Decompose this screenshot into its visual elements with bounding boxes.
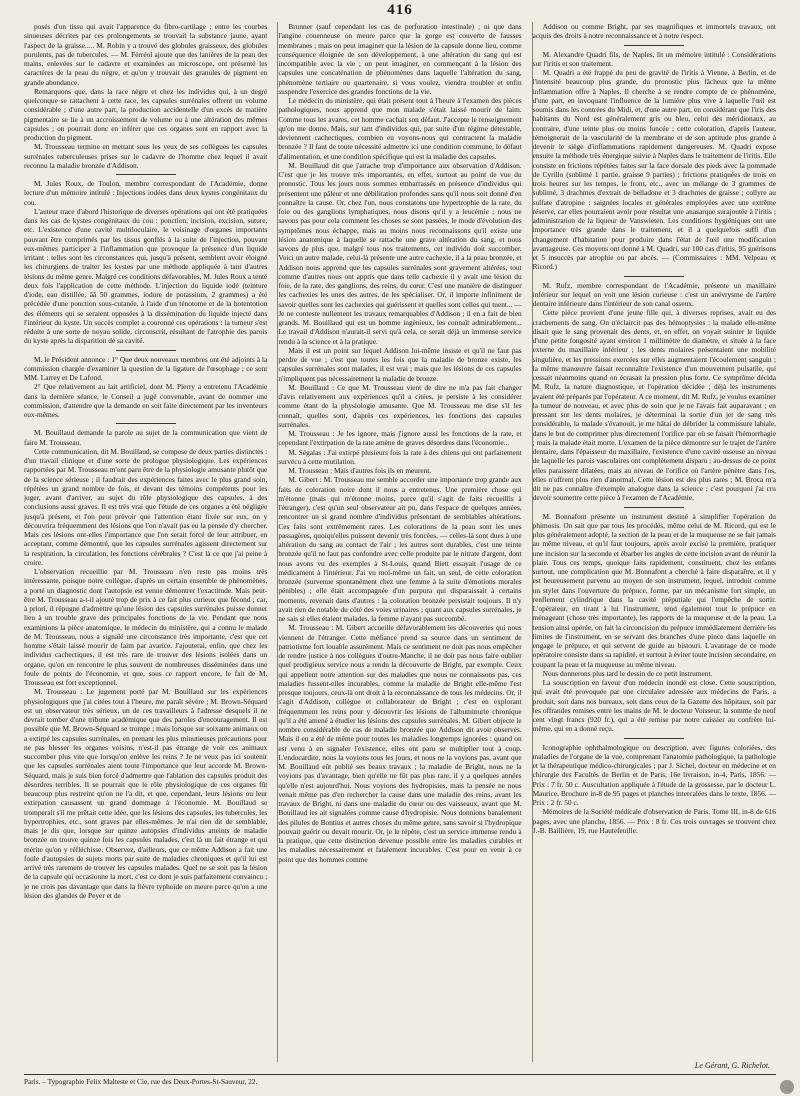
paragraph: M. Quadri a été frappé du peu de gravité de l'iritis à Vienne, à Berlin, et de l'intensité beaucoup plus grande, du pronostic plus fâcheux que la même inflammation offre à Naples. Il cherche à se rendre compte de ce phénomène, d'une part, en invoquant l'influence de la lumière plus vive à laquelle l'œil est soumis dans les contrées du Midi, et, d'une autre part, en considérant que l'iris des habitants du Nord est généralement gris ou bleu, celui des méridionaux, au contraire, d'une teinte plus ou moins foncée ; cette coloration, d'après l'auteur, témoignerait de la vascularité de la membrane et de son aptitude plus grande à devenir le siège d'inflammations rapidement dangereuses. M. Quadri expose ensuite la méthode très énergique suivie à Naples dans le traitement de l'iritis. Elle consiste en frictions répétées faites sur la face dorsale des pieds avec la pommade de Cyrillo (sublimé 1 partie, graisse 9 parties) ; frictions pratiquées de trois en trois heures sur les tempes, le front, etc., avec un mélange de 3 grammes de sublimé, 3 drachmes d'extrait de belladone et 3 drachmes de graisse ; collyre au sulfate d'atropine : saignées locales et générales employées avec une extrême réserve, car elles pourraient avoir pour résultat une anasarque surajoutée à l'iritis ; administration de la liqueur de Vanswieten. Les conditions hygiéniques ont une importance très grande dans le traitement, et il a quelquefois suffi d'un changement d'habitation pour produire dans l'état de l'œil une modification avantageuse. Ces moyens ont donné à M. Quadri, sur 100 cas d'iritis, 95 guérisons et 5 insuccès par atrophie ou par abcès. — (Commissaires : MM. Velpeau et Ricord.) — [532, 68, 776, 272]
paragraph: M. Gibert : M. Trousseau me semble accorder une importance trop grande aux faits de coloration noire dont il nous a entretenus. Une première chose qui m'étonne (mais qui m'étonne moins, parce qu'il s'agit de faits recueillis à l'étranger), c'est qu'un seul observateur ait pu, dans l'espace de quelques années, rencontrer un si grand nombre d'individus présentant de semblables altérations. Ces faits sont extrêmement rares. Les colorations de la peau sont les unes passagères, quoiqu'elles puissent devenir très foncées, — celles-là sont dues à une altération du sang au contact de l'air ; les autres sont durables, c'est une teinte bronzée qu'il ne faut pas confondre avec celle produite par le nitrate d'argent, dont nous avons vu des exemples à St-Louis, quand Biett essayait l'usage de ce médicament à l'intérieur. J'ai vu moi-même un fait, un seul, de cette coloration bronzée (survenue spontanément chez une femme à la suite d'émotions morales pénibles) ; elle était accompagnée d'un purpura qui disparaissait à certains moments, revenait dans d'autres : la coloration bronzée persistait toujours. Il n'y avait rien de notable du côté des voies urinaires ; quant aux capsules surrénales, je ne sais si elles étaient malades, la femme n'ayant pas succombé. — [278, 475, 522, 623]
column-2 — [277, 22, 521, 1062]
paragraph: La souscription en faveur d'un médecin inondé est close. Cette souscription, qui avait été provoquée par une circulaire adressée aux médecins de Paris, a produit, soit dans nos bureaux, soit dans ceux de la Gazette des hôpitaux, soit par les offrandes remises entre les mains de M. le docteur Voisseur, la somme de neuf cent vingt francs (920 fr.), qui a été remise par notre caissier au confrère lui-même, qui en a donné reçu. — [532, 678, 776, 734]
paragraph: L'observation recueillie par M. Trousseau n'en reste pas moins très intéressante, puisque notre collègue, d'après un certain ensemble de phénomènes, a porté un diagnostic dont l'autopsie est venue démontrer l'exactitude. Mais peut-être M. Trousseau a-t-il ajouté trop de prix à ce fait plus curieux que fécond ; car, à priori, il répugne d'admettre qu'une lésion des capsules surrénales puisse donner lieu à un trouble grave des principales fonctions de la vie. Pendant que nous examinions la pièce anatomique, le médecin du ministère, qui a connu le malade de M. Trousseau, nous a signalé une circonstance très importante, c'est que cet homme s'était laissé mourir de faim par avarice. J'ajouterai, enfin, que chez les individus cachectiques, il est très rare de trouver des lésions isolées dans un organe, qu'on en rencontre le plus souvent de nombreuses disséminées dans une foule de points de l'économie, et que, sous ce rapport encore, le fait de M. Trousseau est fort exceptionnel. — [24, 567, 268, 687]
column-1 — [24, 22, 267, 1062]
gerant-signature-line: Le Gérant, G. Richelot. — [694, 1061, 770, 1070]
divider — [116, 423, 176, 424]
paragraph: Iconographie ophthalmologique ou description, avec figures coloriées, des maladies de l'organe de la vue, comprenant l'anatomie pathologique, la pathologie et la thérapeutique médico-chirurgicales ; par J. Sichel, docteur en médecine et en chirurgie des Facultés de Berlin et de Paris, 16e livraison, in-4, Paris, 1856. — Prix : 7 fr. 50 c. Auscultation appliquée à l'étude de la grossesse, par le docteur L. Maurice. Brochure in-8 de 95 pages et planches intercalées dans le texte, 1856. — Prix : 2 fr. 50 c. — [532, 742, 776, 807]
paragraph: Brunner (sauf cependant les cas de perforation intestinale) ; ni que dans l'angine couenneuse on meure parce que la gorge est couverte de fausses membranes ; mais on peut imaginer que la lésion de la capsule donne lieu, comme conséquence éloignée de son développement, à une altération du sang qui est incompatible avec la vie ; on peut imaginer, en commençant à la lésion des capsules une concaténation de phénomènes dans laquelle l'altération du sang, phénomène tertiaire ou quartenaire, si vous voulez, viendra troubler et enfin suspendre l'exercice des grandes fonctions de la vie. — [278, 22, 522, 96]
paragraph: M. Trousseau : Mais d'autres fois ils en meurent. — [288, 466, 432, 475]
divider — [624, 738, 684, 739]
paragraph: Mais il est un point sur lequel Addison lui-même insiste et qu'il ne faut pas perdre de vue ; c'est que toutes les fois que la maladie de bronze existe, les capsules surrénales sont malades, il est vrai ; mais que les lésions de ces capsules n'impliquent pas nécessairement la maladie de bronze. — [278, 345, 522, 383]
paragraph: M. Ségalas : J'ai extirpé plusieurs fois la rate à des chiens qui ont parfaitement survécu à cette mutilation. — [278, 447, 522, 466]
paragraph: L'auteur trace d'abord l'historique de diverses opérations qui ont été pratiquées dans les cas de kystes congénitaux du cou : ponction, incision, excision, suture, etc. L'existence d'une cavité multiloculaire, le voisinage d'organes importants pouvant être comprimés par les tissus gonflés à la suite de l'injection, pouvant eux-mêmes participer à l'inflammation que provoque la présence d'un liquide irritant : telles sont les circonstances qui, jusqu'à présent, semblent avoir éloigné les chirurgiens de traiter les kystes par une méthode appliquée à tant d'autres lésions du même genre. Malgré ces conditions défavorables, M. Jules Roux a tenté deux fois l'application de cette méthode. L'injection du liquide iodé (teinture d'iode, eau distillée, âă 50 grammes, iodure de potassium, 2 grammes) a été précédée d'une ponction sous-cutanée, à l'aide d'un ténotome et de la hotentotion des éléments qui se seraient opposées à la dissémination du liquide injecté dans l'intérieur du kyste. Un succès complet a couronné ces opérations : la tumeur s'est réduite à une sorte de noyau solide, circonscrit, résultant de l'atrophie des parois du kyste après la disparition de sa cavité. — [24, 206, 268, 346]
text-columns — [24, 22, 776, 1062]
paragraph: posés d'un tissu qui avait l'apparence du fibro-cartilage ; entre les courbes sinueuses décrites par ces prolongements se trouvait la substance jaune, ayant l'aspect de la graisse..... M. Robin y a trouvé des globules graisseux, des globules purulents, pas de tubercules. — M. Férréol ajoute que des lanières de la peau des mains, enlevées sur le cadavre et examinées au microscope, ont présenté les caractères de la peau du nègre, et qu'on y trouvait des granules de pigment en grande abondance. — [24, 22, 268, 87]
paragraph: Addison ou comme Bright, par ses magnifiques et immortels travaux, ont acquis des droits à notre reconnaissance et à notre respect. — [532, 22, 776, 41]
paragraph: Remarquons que, dans la race nègre et chez les individus qui, à un degré quelconque se rattachent à cette race, les capsules surrénales offrent un volume considérable ; d'une autre part, la production accidentelle d'un excès de matière pigmentaire se lie à un accroissement de volume ou à une altération des mêmes capsules ; on pourrait donc en inférer que ces organes sont en rapport avec la production du pigment. — [24, 86, 268, 142]
page-number: 416 — [387, 2, 413, 18]
paragraph: Cette communication, dit M. Bouillaud, se compose de deux parties distinctes : d'un travail clinique et d'une sorte de prologue physiologique. Les expériences rapportées par M. Trousseau m'ont paru être de la physiologie amusante plutôt que de la science sérieuse ; il faudrait des expériences faites avec le plus grand soin, répétées un grand nombre de fois, et devant des témoins compétents pour les juger, avant d'arriver, au sujet du rôle physiologique des capsules, à des conclusions aussi graves. Il est très vrai que l'étude de ces organes a été négligée jusqu'à présent, et l'on peut prévoir que l'attention étant fixée sur eux, on y découvrira fréquemment des lésions que l'on n'avait pas eu la pensée d'y chercher. Mais ces lésions ont-elles l'importance que l'on serait forcé de leur attribuer, en acceptant, comme démontré, que les capsules surrénales agissent directement sur la respiration, la circulation, les fonctions cérébrales ? C'est là ce que j'ai peine à croire. — [24, 446, 268, 567]
paragraph: M. le Président annonce : 1° Que deux nouveaux membres ont été adjoints à la commission chargée d'examiner la question de la ligature de l'œsophage ; ce sont MM. Larrey et De Lafond. — [24, 354, 268, 382]
paragraph: Nous donnerons plus tard le dessin de ce petit instrument. — [542, 668, 713, 678]
paragraph: Le médecin du ministère, qui était présent tout à l'heure à l'examen des pièces pathologiques, nous apprend que mon malade s'était laissé mourir de faim. Comme tous les avares, cet homme cachait son défaut. J'accepte le renseignement qu'on me donne. Mais, sur tant d'individus qui, par suite d'un régime détestable, deviennent cachectiques, combien en voyons-nous qui contractent la maladie bronzée ? Il faut de toute nécessité admettre ici une condition commune, le défaut d'alimentation, et une condition spécifique qui est la maladie des capsules. — [278, 96, 522, 161]
paragraph: M. Alexandre Quadri fils, de Naples, lit un mémoire intitulé : Considérations sur l'iritis et son traitement. — [532, 49, 776, 68]
printer-footer — [24, 1074, 776, 1086]
corner-stamp-mark — [780, 1080, 794, 1094]
divider — [624, 507, 684, 508]
divider — [624, 45, 684, 46]
paragraph: M. Jules Roux, de Toulon, membre correspondant de l'Académie, donne lecture d'un mémoire intitulé : Injections iodées dans deux kystes congénitaux du cou. — [24, 179, 268, 207]
paragraph: M. Bouillaud : Ce que M. Trousseau vient de dire ne m'a pas fait changer d'avis relativement aux expériences qu'il a citées, je persiste à les considérer comme étant de la physiologie amusante. Que M. Trousseau me dise s'il les connaît, quelles sont, d'après ces expériences, les fonctions des capsules surrénales. — [278, 382, 522, 429]
divider — [624, 276, 684, 277]
paragraph: M. Trousseau termine en mettant sous les yeux de ses collègues les capsules surrénales tuberculeuses prises sur le cadavre de l'homme chez lequel il avait reconnu la maladie bronzée d'Addison. — [24, 142, 268, 170]
divider — [116, 174, 176, 175]
divider — [116, 350, 176, 351]
printer-line: Paris. – Typographie Felix Malteste et Cie, rue des Deux-Portes-St-Sauveur, 22. — [24, 1077, 258, 1086]
paragraph: Mémoires de la Société médicale d'observation de Paris. Tome III, in-8 de 616 pages, avec une planche, 1856. — Prix : 8 fr. Ces trois ouvrages se trouvent chez J.-B. Baillière, 19, rue Hautefeuille. — [532, 807, 776, 835]
paragraph: M. Bonnafont présente un instrument destiné à simplifier l'opération du phimosis. On sait que par tous les procédés, même celui de M. Ricord, qui est le plus généralement adopté, la section de la peau et de la muqueuse ne se fait jamais au même niveau, et qu'il faut toujours, après avoir excisé la première, pratiquer une incision sur la seconde et ébarber les angles de cette incision avant de réunir la plaie. Tous ces temps, quoique faits rapidement, constituent, chez les enfants surtout, une complication que M. Bonnafont a cherché à faire disparaître, et il y est heureusement parvenu au moyen de son instrument, lequel, introduit comme un stylet dans l'ouverture du prépuce, forme, par un mécanisme fort simple, un renflement cylindrique dans la cavité préputiale qui l'empêche de sortir. L'opérateur, en tirant à lui l'instrument, tend également tout le prépuce en ménageant (chose très importante), les rapports de la muqueuse et de la peau. La tension ainsi opérée, on fait la circoncision du prépuce immédiatement derrière les limites de l'instrument, en se servant des branches d'une pince dans laquelle on engage le prépuce, et qui servent de guide au bistouri. L'avantage de ce mode opératoire consiste dans sa rapidité, et surtout à éviter toute incision secondaire, en coupant la peau et la muqueuse au même niveau. — [532, 511, 776, 669]
column-3 — [532, 22, 776, 1062]
paragraph: M. Trousseau : Je les ignore, mais j'ignore aussi les fonctions de la rate, et cependant l'extirpation de la rate amène de graves désordres dans l'économie... — [278, 429, 522, 448]
paragraph: M. Trousseau : M. Gibert accueille défavorablement les découvertes qui nous viennent de l'étranger. Cette méfiance prend sa source dans un sentiment de patriotisme fort louable assurément. Mais ce sentiment ne doit pas nous empêcher de rendre justice à nos collègues d'outre-Manche, il ne doit pas nous faire oublier quel prodigieux service nous a rendu la découverte de Bright, par exemple. Ceux qui appellent notre attention sur des maladies que nous ne connaissons pas, ces maladies fussent-elles incurables, comme la maladie de Bright elle-même l'est presque toujours, ceux-là ont droit à la reconnaissance de tous les médecins. Or, il s'agit d'Addison, collègue et collaborateur de Bright ; c'est en explorant fréquemment les reins pour y découvrir les lésions de l'albuminurie chronique qu'il a été amené à étudier les lésions des capsules surrénales. M. Gibert objecte le nombre considérable de cas de maladie bronzée que Addison dit avoir observés. Mais il en a été de même pour toutes les maladies longtemps ignorées : quand on est venu à en signaler l'existence, elles ont paru se multiplier tout à coup. L'endocardite, nous la voyions tous les jours, et nous ne la voyions pas, avant que M. Bouillaud eût publié ses beaux travaux ; la maladie de Bright, nous ne la voyions pas d'avantage, bien qu'elle ne fût pas plus rare, il y a quelques années qu'elle n'est aujourd'hui. Nous voyions des hydropisies, mais la pensée ne nous venait même pas d'en rechercher la cause dans une maladie des reins, avant les travaux de Bright, ni dans une maladie du cœur ou des vaisseaux, avant que M. Bouillaud les ait signalées comme cause d'hydropisie. Nous donnions banalement des pilules de Bontius et autres choses du même genre, sans savoir si l'hydropique pouvait guérir ou devait mourir. Or, je le répète, c'est un service immense rendu à la pratique, que cette distinction devenue possible entre les maladies curables et les maladies nécessairement et fatalement incurables. C'est pour en venir à ce point que des hommes comme — [278, 623, 522, 864]
paragraph: 2° Que relativement au lait artificiel, dont M. Pierry a entretenu l'Académie dans la dernière séance, le Conseil a jugé convenable, avant de nommer une commission, d'attendre que la demande en soit faite directement par les inventeurs eux-mêmes. — [24, 382, 268, 419]
paragraph: M. Bouillaud dit que j'attache trop d'importance aux observation d'Addison. C'est que je les trouve très importantes, en effet, surtout au point de vue du pronostic. Tous les jours nous sommes embarrassés en présence d'individus qui présentent une pâleur et une débilitation profondes sans qu'il nous soit donné d'en connaître la cause. Or, chez l'un, nous constatons une hypertrophie de la rate, du foie ou des ganglions lymphatiques, nous disons qu'il y a leucémie ; nous ne savons pas pour cela comment les choses se sont passées, le mode d'évolution des symptômes nous échappe, mais au moins nous reconnaissons qu'il existe une lésion anatomique à laquelle se rattache une grave altération du sang, et nous savons de plus que, malgré tous nos traitements, cet individu doit succomber. Voici un autre malade, celui-là présente une autre cachexie, il a la peau bronzée, et Addison nous apprend que les capsules surrénales sont gravement altérées, tout comme d'autres nous ont appris que dans telle cachexie il y avait une lésion du foie, de la rate, des ganglions, des reins, du cœur. C'est une manière de distinguer les cachexies les unes des autres, de les spécialiser. Or, il importe infiniment de savoir quelles sont les cachexies qui guérissent et quelles sont celles qui tuent... — Je ne conteste nullement les travaux remarquables d'Addison ; il en a fait de bien grands. M. Bouillaud qui est un homme ingénieux, les connaît admirablement... Le travail d'Addison n'aurait-il servi qu'à cela, ce serait déjà un immense service rendu à la science et à la pratique. — [278, 160, 522, 346]
paragraph: M. Rufz, membre correspondant de l'Académie, présente un maxillaire inférieur sur lequel on voit une lésion curieuse : c'est un anévrysme de l'artère dentaire inférieure dans l'intérieur de son canal osseux. — [532, 280, 776, 308]
paragraph: M. Trousseau : Le jugement porté par M. Bouillaud sur les expériences physiologiques que j'ai citées tout à l'heure, me paraît sévère ; M. Brown-Séquard est un observateur très sérieux, un de ces travailleurs à l'adresse desquels il ne devrait tomber d'une tribune académique que des paroles d'encouragement. Il est possible que M. Brown-Séquard se trompe ; mais lorsque sur soixante animaux on a extirpé les capsules surrénales, en prenant les plus minutieuses précautions pour ne pas blesser les organes voisins, n'est-il pas étrange de voir ces animaux succomber plus vite que lorsqu'on enlève les reins ? Je ne veux pas ici soutenir que les capsules surrénales aient toute l'importance que leur accorde M. Brown-Séquard, mais je suis bien forcé d'admettre que l'ablation des capsules produit des désordres terribles. Il se pourrait que le rôle physiologique de ces organes fût beaucoup plus restreint qu'on ne l'a dit, et que, cependant, leurs lésions ou leur extirpation causassent un grand dommage à l'économie. M. Bouillaud se tromperait s'il me prêtait cette idée, que les lésions des capsules, les tubercules, les hypertrophies, etc., sont graves par elles-mêmes. Je n'ai rien dit de semblable, mais je dis que, lorsque sur quinze autopsies d'individus atteints de maladie bronzée on trouve quinze fois les capsules malades, c'est là un fait étrange et qui mérite qu'on y réfléchisse. Observez, d'ailleurs, que ce même Addison a fait une foule d'autopsies de sujets morts par suite de maladies chroniques et qu'il lui est arrivé très rarement de trouver les capsules malades. Quel ne se soit pas la lésion de la capsule qui occasionne la mort, c'est ce dont je suis parfaitement convaincu ; je ne crois pas davantage que dans la fièvre typhoïde on meure parce qu'on a une lésion des glandes de Peyer et de — [24, 687, 268, 900]
paragraph: Cette pièce provient d'une jeune fille qui, à diverses reprises, avait eu des crachements de sang. On n'éclaircit pas des hémoptysies : la malade elle-même disait que le sang provenait des dents, et, en effet, on voyait suinter le liquide d'une petite fongosité ayant environ 1 millimètre de diamètre, et située à la face externe du maxillaire inférieur ; les dents molaires présentaient une mobilité singulière, et les pressions exercées sur elles augmentaient l'écoulement sanguin ; la même manœuvre faisait reconnaître l'existence d'un mouvement pulsatile, qui cessait néanmoins quand on écrasait la pression plus forte. Ce symptôme décida M. Rufz, la nature diagnostique, et l'opération décidée ; déjà les instruments avaient été préparés par l'opérateur. A ce moment, dit M. Rufz, je voulus examiner la tumeur de nouveau, et avec plus de soin que je ne l'avais fait auparavant ; en pressant sur les dents molaires, je déterminai la sortie d'un jet de sang très considérable, la malade s'évanouit, je me hâtai de débrider la commissure labiale, dans le but de comprimer plus directement l'orifice par où se faisait l'hémorrhagie ; mais la malade était morte. L'examen de la pièce démontre sur le trajet de l'artère dentaire, dans l'épaisseur du maxillaire, l'existence d'une cavité osseuse au niveau de laquelle les parois vasculaires ont complètement disparu ; au-dessus de ce point elles paraissent dilatées, mais au niveau de l'orifice où l'artère pénètre dans l'os, elles n'offrent plus rien d'anormal. Cette lésion est des plus rares ; M. Broca m'a dit ne pas connaître d'exemple analogue dans la science ; c'est pourquoi j'ai cru devoir soumettre cette pièce à l'examen de l'Académie. — [532, 308, 776, 503]
paragraph: M. Bouillaud demande la parole au sujet de la communication que vient de faire M. Trousseau. — [24, 428, 268, 447]
